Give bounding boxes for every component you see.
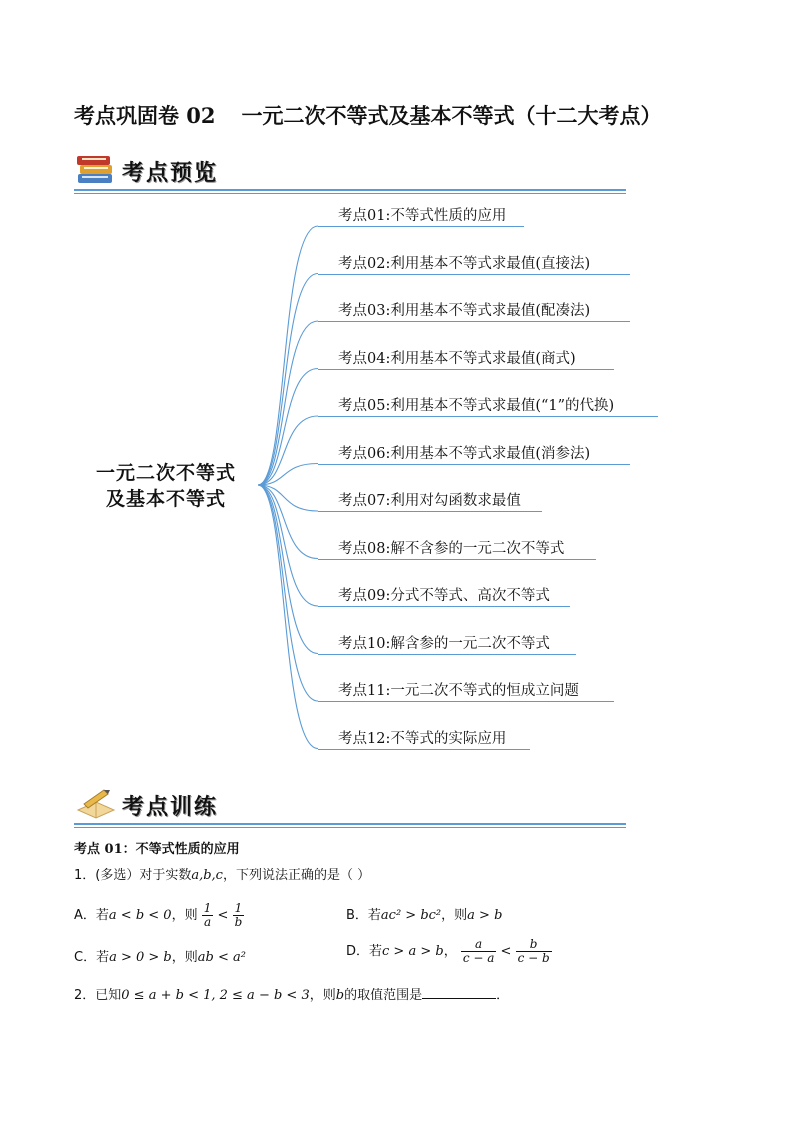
mindmap-branch-09: 考点09:分式不等式、高次不等式 — [338, 588, 550, 604]
topic-heading: 考点 01：不等式性质的应用 — [74, 842, 240, 857]
branch-underline — [318, 701, 614, 702]
mindmap-branch-05: 考点05:利用基本不等式求最值(“1”的代换) — [338, 398, 615, 414]
section-label-training: 考点训练 — [122, 795, 219, 820]
mindmap-branch-11: 考点11:一元二次不等式的恒成立问题 — [338, 683, 579, 699]
mindmap-branch-07: 考点07:利用对勾函数求最值 — [338, 493, 521, 509]
branch-underline — [318, 321, 630, 322]
mindmap-connector — [258, 485, 318, 701]
question-1-stem: 1．(多选）对于实数a,b,c，下列说法正确的是（ ） — [74, 868, 371, 883]
mindmap-branch-08: 考点08:解不含参的一元二次不等式 — [338, 540, 565, 557]
fraction: $\frac{1}{b}$ — [234, 901, 243, 929]
mindmap-branch-03: 考点03:利用基本不等式求最值(配凑法) — [338, 303, 591, 319]
branch-underline — [318, 464, 630, 465]
mindmap-branch-01: 考点01:不等式性质的应用 — [338, 208, 507, 224]
question-1-option-b: B．若ac² > bc²，则a > b — [346, 908, 503, 923]
section-header-training — [74, 780, 626, 828]
mindmap-branch-10: 考点10:解含参的一元二次不等式 — [338, 635, 550, 652]
branch-underline — [318, 226, 524, 227]
branch-underline — [318, 749, 530, 750]
branch-underline — [318, 559, 596, 560]
question-1-option-d: D．若c > a > b， $\frac{a}{c - a}$ < $\frac{b}{c - b}$ — [346, 937, 550, 965]
branch-underline — [318, 416, 658, 417]
section-rule — [74, 827, 626, 828]
mindmap-connector — [258, 321, 318, 485]
question-1-option-c: C．若a > 0 > b，则ab < a² — [74, 950, 246, 965]
fraction: $\frac{1}{a}$ — [203, 901, 212, 929]
branch-underline — [318, 274, 630, 275]
open-book-icon — [74, 784, 118, 822]
mindmap-root — [76, 460, 256, 512]
branch-underline — [318, 654, 576, 655]
question-2: 2．已知0 ≤ a + b < 1, 2 ≤ a − b < 3，则b的取值范围是 ． — [74, 988, 510, 1003]
section-rule — [74, 823, 626, 825]
mindmap-root-line2: 及基本不等式 — [105, 488, 226, 510]
question-1-option-a: A．若a < b < 0，则 $\frac{1}{a}$ < $\frac{1}{b}$ — [74, 901, 243, 929]
mindmap-branch-02: 考点02:利用基本不等式求最值(直接法) — [338, 255, 591, 272]
title-main: 一元二次不等式及基本不等式（十二大考点） — [241, 103, 662, 128]
branch-underline — [318, 606, 570, 607]
mindmap-branch-12: 考点12:不等式的实际应用 — [338, 730, 507, 747]
fraction: $\frac{b}{c - b}$ — [517, 937, 550, 965]
mindmap-connector — [258, 274, 318, 486]
branch-underline — [318, 511, 542, 512]
mindmap-root-line1: 一元二次不等式 — [95, 462, 236, 484]
title-prefix: 考点巩固卷 02 — [74, 103, 216, 128]
fraction: $\frac{a}{c - a}$ — [462, 937, 495, 965]
answer-blank[interactable] — [422, 986, 496, 999]
mindmap-branch-04: 考点04:利用基本不等式求最值(商式) — [338, 350, 576, 367]
mindmap-branch-06: 考点06:利用基本不等式求最值(消参法) — [338, 445, 591, 462]
branch-underline — [318, 369, 614, 370]
section-label-overview: 考点预览 — [122, 161, 219, 186]
